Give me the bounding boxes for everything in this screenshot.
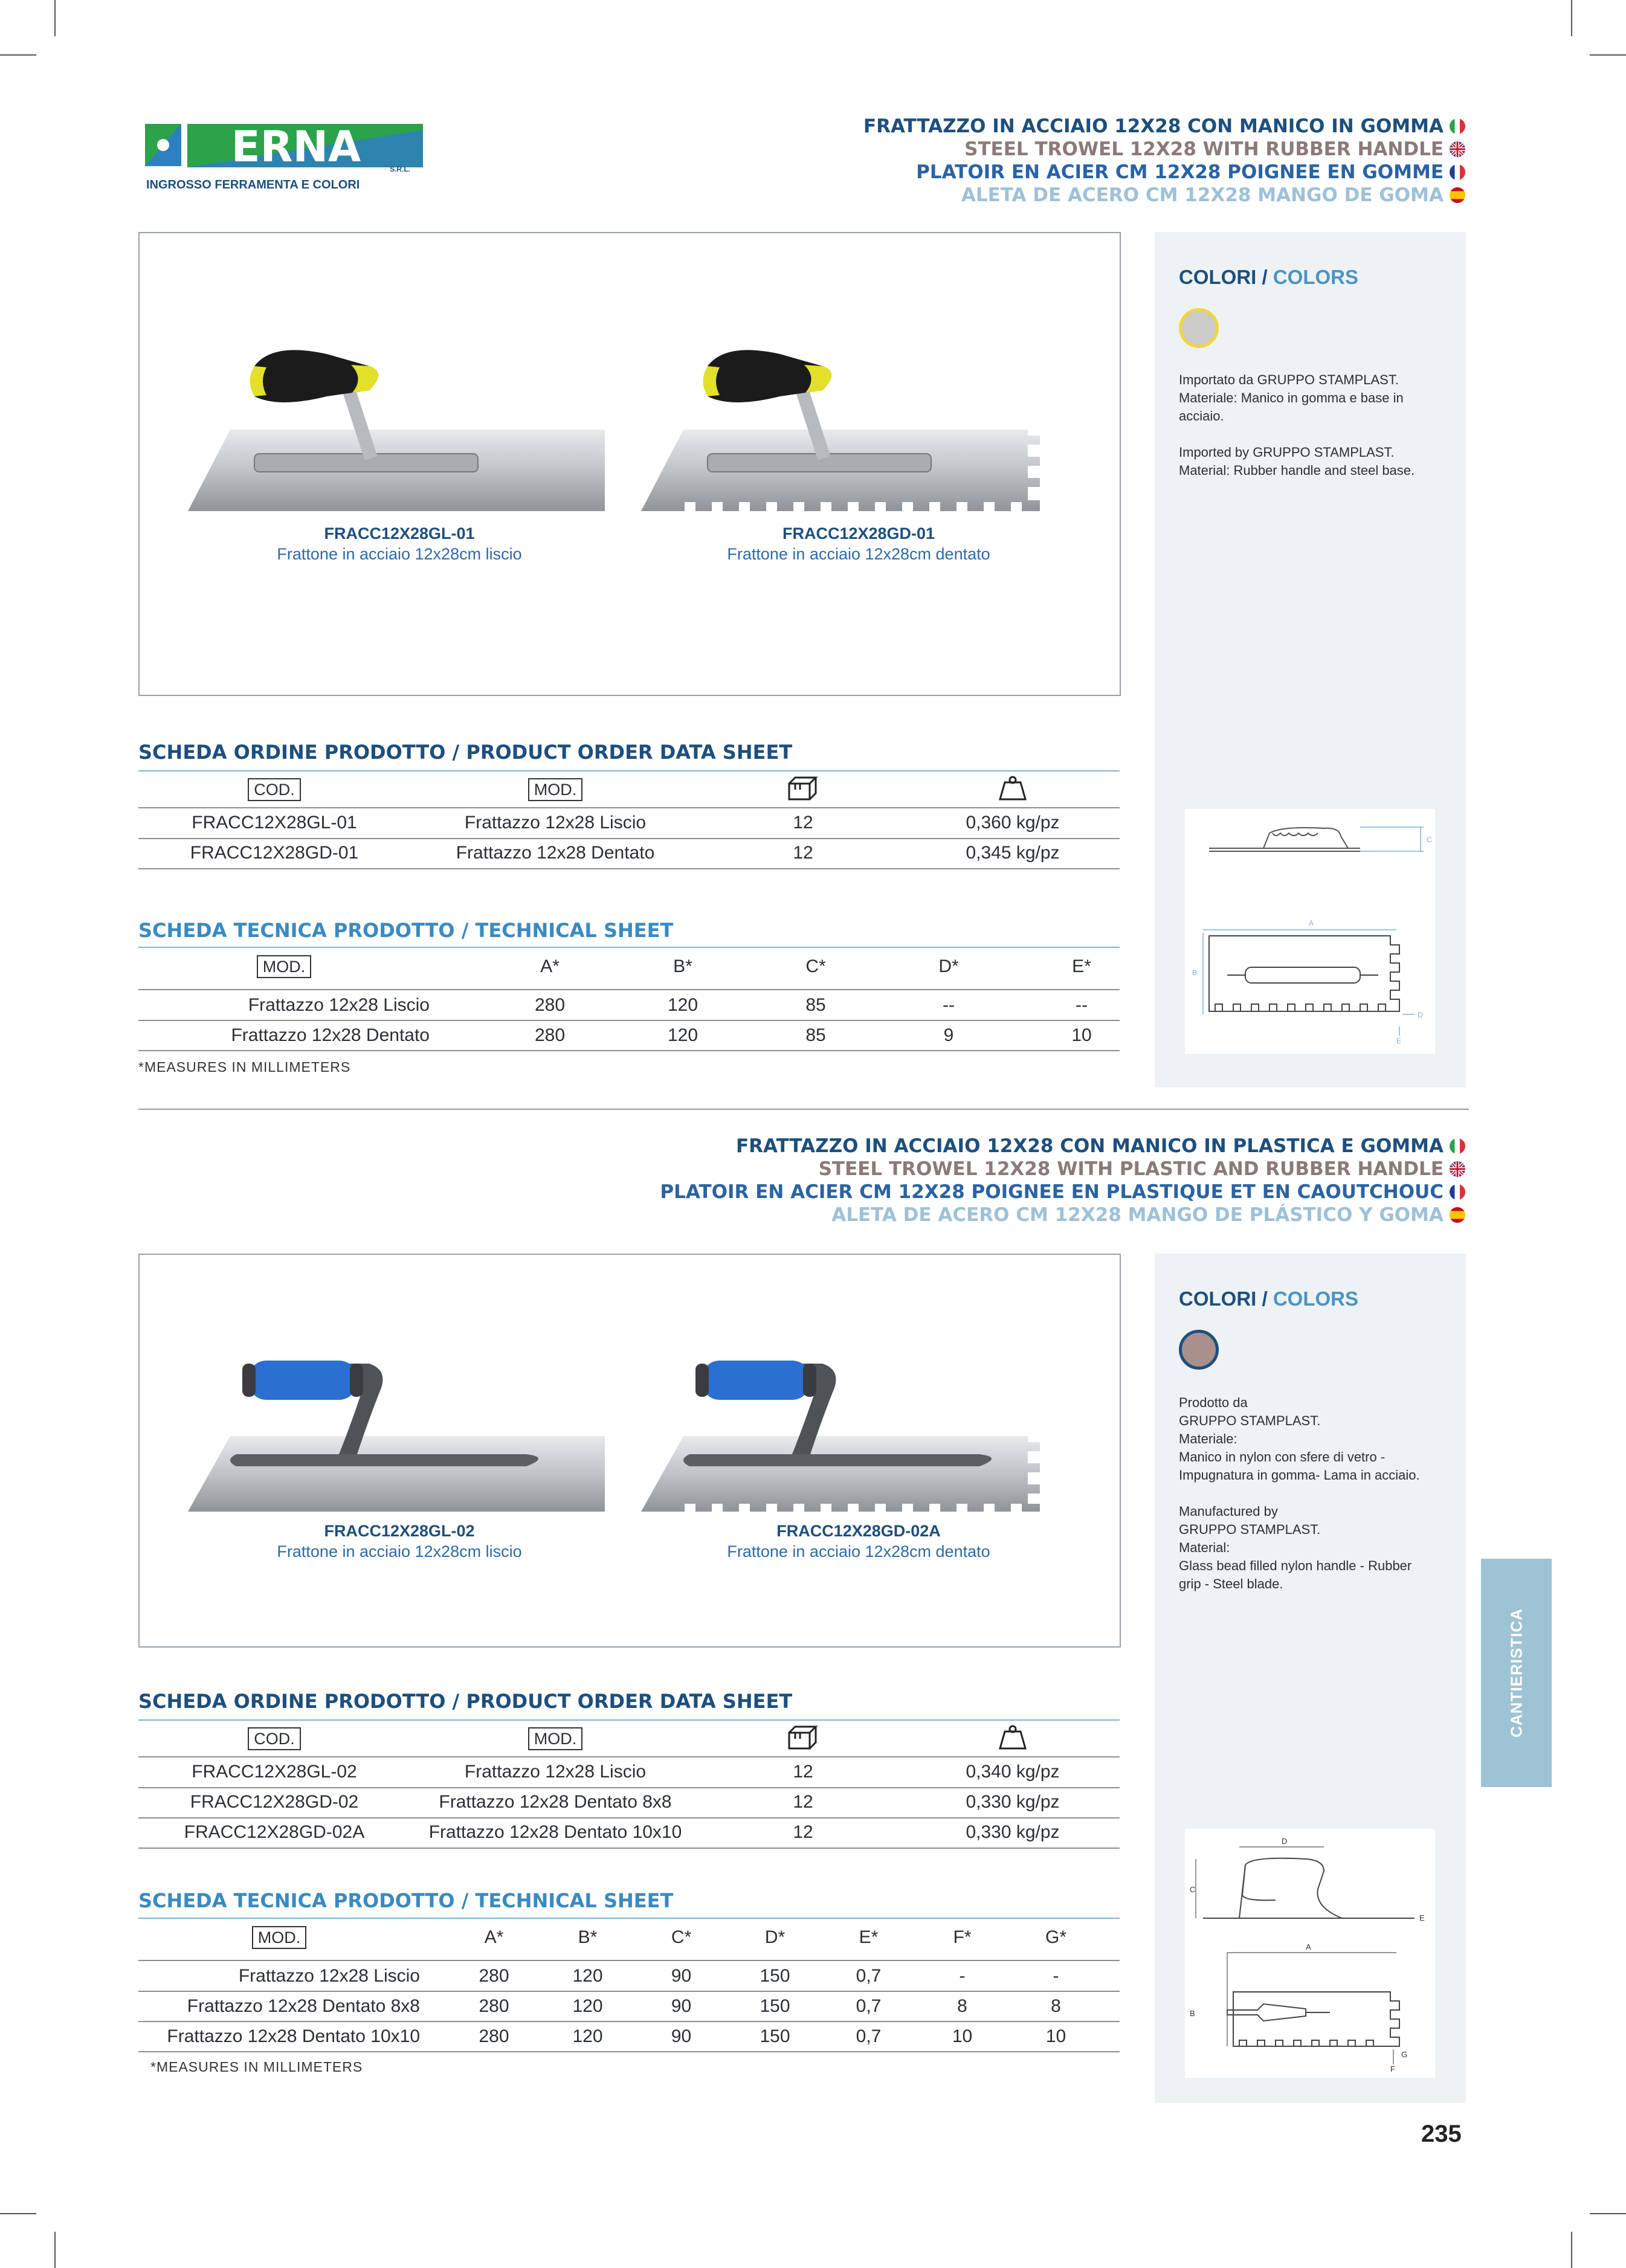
order-cell-qty: 12 <box>793 813 813 833</box>
order-cell-cod: FRACC12X28GD-02A <box>184 1822 365 1842</box>
title-fr: PLATOIR EN ACIER CM 12X28 POIGNEE EN PLASTIQUE ET EN CAOUTCHOUC <box>660 1181 1444 1203</box>
color-swatch <box>1179 308 1219 348</box>
tech-cell-value: - <box>1053 1966 1059 1986</box>
table-rule <box>138 1787 1120 1788</box>
table-rule <box>138 807 1120 808</box>
tech-cell-value: 0,7 <box>856 2026 882 2046</box>
table-rule <box>138 868 1120 869</box>
flag-france-icon <box>1450 1184 1465 1200</box>
tech-header-col: F* <box>953 1927 972 1947</box>
order-cell-mod: Frattazzo 12x28 Dentato 8x8 <box>439 1792 672 1812</box>
title-es: ALETA DE ACERO CM 12X28 MANGO DE GOMA <box>961 184 1444 206</box>
crop-mark <box>1590 2213 1626 2214</box>
product2-material-text: Prodotto da GRUPPO STAMPLAST. Materiale: Manico in nylon con sfere di vetro - Impugnatura in gomma- Lama in acciaio. Manufactured by GRUPPO STAMPLAST. Material: Glass bead filled nylon handle - Rubber grip - Steel blade. <box>1179 1395 1420 1591</box>
tech-cell-value: 280 <box>534 995 566 1015</box>
title-it: FRATTAZZO IN ACCIAIO 12X28 CON MANICO IN PLASTICA E GOMMA <box>735 1135 1444 1157</box>
dim-label-a: A <box>1309 919 1314 927</box>
product2-item2-desc: Frattone in acciaio 12x28cm dentato <box>727 1542 990 1561</box>
order-cell-cod: FRACC12X28GD-02 <box>190 1792 359 1812</box>
tech-header-col: B* <box>673 956 692 976</box>
tech-cell-mod: Frattazzo 12x28 Dentato 8x8 <box>187 1996 420 2016</box>
dim-label-f: F <box>1390 2064 1395 2073</box>
logo-suffix: S.R.L. <box>390 165 411 173</box>
flag-spain-icon <box>1450 187 1465 203</box>
tech-cell-value: 8 <box>1051 1996 1061 2016</box>
order-header-cod <box>138 778 410 802</box>
dim-label-d: D <box>1418 1011 1423 1019</box>
product2-item1-code: FRACC12X28GL-02 <box>324 1522 475 1540</box>
product1-item1-code: FRACC12X28GL-01 <box>324 524 475 543</box>
table-rule <box>138 1960 1120 1961</box>
tech-cell-value: 10 <box>952 2026 973 2046</box>
tech-header-col: C* <box>805 956 826 976</box>
weight-icon <box>906 775 1120 808</box>
tech-cell-value: 120 <box>667 1025 698 1045</box>
company-logo <box>145 118 423 196</box>
table-rule <box>138 989 1120 990</box>
order-cell-qty: 12 <box>793 843 813 863</box>
section-divider <box>138 1109 1469 1110</box>
color-swatch <box>1179 1330 1219 1370</box>
crop-mark <box>0 54 36 56</box>
tech-cell-value: - <box>959 1966 966 1986</box>
box-quantity-icon <box>700 775 906 808</box>
tech-cell-value: 90 <box>671 1996 692 2016</box>
order-cell-mod: Frattazzo 12x28 Dentato <box>456 843 655 863</box>
table-rule <box>138 2051 1120 2052</box>
col-cod-label: COD. <box>248 778 301 801</box>
crop-mark <box>0 2213 36 2214</box>
tech-header-col: B* <box>578 1927 598 1947</box>
col-mod-label: MOD. <box>528 1727 583 1750</box>
order-cell-cod: FRACC12X28GL-01 <box>192 813 357 833</box>
tech-header-col: E* <box>1072 956 1091 976</box>
tech-header-mod <box>138 955 430 979</box>
tech-cell-value: -- <box>1076 995 1088 1015</box>
logo-brand: ERNA <box>231 122 361 172</box>
table-rule <box>138 1020 1120 1021</box>
order-cell-qty: 12 <box>793 1822 813 1842</box>
tech-cell-value: 120 <box>572 1996 603 2016</box>
product1-item2-desc: Frattone in acciaio 12x28cm dentato <box>727 545 990 563</box>
weight-icon <box>906 1724 1120 1757</box>
tech-cell-mod: Frattazzo 12x28 Dentato <box>231 1025 430 1045</box>
product2-titles <box>660 1135 1465 1226</box>
title-es: ALETA DE ACERO CM 12X28 MANGO DE PLÁSTICO Y GOMA <box>831 1204 1444 1226</box>
flag-uk-icon <box>1450 141 1465 157</box>
tech-cell-mod: Frattazzo 12x28 Liscio <box>238 1966 420 1986</box>
tech-cell-value: 150 <box>760 1996 790 2016</box>
dim-label-a: A <box>1306 1942 1311 1951</box>
table-rule <box>138 1817 1120 1819</box>
product1-titles <box>863 115 1465 207</box>
table-rule <box>138 1719 1120 1721</box>
table-rule <box>138 1918 1120 1919</box>
dim-label-e: E <box>1396 1037 1402 1045</box>
order-header-mod <box>410 778 700 802</box>
flag-italy-icon <box>1450 1138 1465 1154</box>
col-cod-label: COD. <box>248 1727 301 1750</box>
tech-cell-value: -- <box>943 995 955 1015</box>
dim-label-g: G <box>1401 2050 1408 2059</box>
tech-cell-value: 10 <box>1071 1025 1092 1045</box>
tech-cell-value: 150 <box>760 1966 790 1986</box>
product2-colors-panel <box>1155 1254 1466 2103</box>
tech-cell-value: 9 <box>943 1025 954 1045</box>
dim-label-b: B <box>1192 968 1198 977</box>
order-cell-cod: FRACC12X28GD-01 <box>190 843 359 863</box>
product2-item2-code: FRACC12X28GD-02A <box>776 1522 941 1540</box>
tech-header-col: C* <box>671 1927 692 1947</box>
dim-label-e: E <box>1419 1913 1425 1922</box>
order-header-cod <box>138 1727 410 1751</box>
logo-tagline: INGROSSO FERRAMENTA E COLORI <box>146 178 360 192</box>
order-header-mod <box>410 1727 700 1751</box>
tech-cell-value: 280 <box>479 1996 509 2016</box>
tech-cell-value: 8 <box>957 1996 967 2016</box>
measures-note: *MEASURES IN MILLIMETERS <box>138 1059 351 1075</box>
product1-material-text: Importato da GRUPPO STAMPLAST. Materiale: Manico in gomma e base in acciaio. Imported by GRUPPO STAMPLAST. Material: Rubber handle and steel base. <box>1179 372 1415 478</box>
trowel-notched-rubber-image <box>641 342 1076 511</box>
flag-spain-icon <box>1450 1207 1465 1223</box>
table-rule <box>138 770 1120 772</box>
product1-colors-panel <box>1155 232 1466 1087</box>
table-rule <box>138 1050 1120 1051</box>
crop-mark <box>1571 2232 1572 2268</box>
col-mod-label: MOD. <box>528 778 583 801</box>
product1-tech-title: SCHEDA TECNICA PRODOTTO / TECHNICAL SHEET <box>138 919 674 942</box>
dim-label-c: C <box>1427 836 1432 844</box>
crop-mark <box>54 0 56 36</box>
box-quantity-icon <box>700 1724 906 1757</box>
crop-mark <box>1590 54 1626 56</box>
dim-label-c: C <box>1190 1885 1196 1894</box>
tech-cell-value: 90 <box>671 2026 692 2046</box>
tech-cell-value: 280 <box>534 1025 566 1045</box>
tech-cell-value: 0,7 <box>856 1996 882 2016</box>
product1-item2-code: FRACC12X28GD-01 <box>782 524 935 543</box>
trowel-notched-plastic-image <box>641 1345 1076 1515</box>
tech-cell-value: 85 <box>805 1025 826 1045</box>
tech-cell-mod: Frattazzo 12x28 Dentato 10x10 <box>167 2026 420 2046</box>
table-rule <box>138 1848 1120 1849</box>
product2-item1-desc: Frattone in acciaio 12x28cm liscio <box>277 1542 522 1561</box>
section-tab-label: CANTIERISTICA <box>1507 1608 1525 1738</box>
title-fr: PLATOIR EN ACIER CM 12X28 POIGNEE EN GOMME <box>916 161 1444 183</box>
product1-photo-box <box>138 232 1121 696</box>
tech-cell-value: 90 <box>671 1966 692 1986</box>
flag-uk-icon <box>1450 1161 1465 1177</box>
colors-heading <box>1179 266 1358 289</box>
order-cell-cod: FRACC12X28GL-02 <box>192 1762 357 1782</box>
product1-item1-desc: Frattone in acciaio 12x28cm liscio <box>277 545 522 563</box>
tech-header-col: G* <box>1045 1927 1066 1947</box>
tech-cell-value: 85 <box>805 995 826 1015</box>
tech-cell-value: 0,7 <box>856 1966 882 1986</box>
trowel-smooth-rubber-image <box>188 342 611 511</box>
title-en: STEEL TROWEL 12X28 WITH RUBBER HANDLE <box>964 138 1444 160</box>
tech-header-mod <box>138 1925 420 1950</box>
colors-heading-en: COLORS <box>1273 1287 1359 1310</box>
col-mod-label: MOD. <box>257 955 312 978</box>
tech-cell-value: 150 <box>760 2026 790 2046</box>
crop-mark <box>1571 0 1572 36</box>
table-rule <box>138 838 1120 839</box>
tech-cell-value: 280 <box>479 1966 509 1986</box>
tech-cell-value: 120 <box>667 995 698 1015</box>
tech-header-col: D* <box>938 956 959 976</box>
order-cell-qty: 12 <box>793 1762 813 1782</box>
order-cell-qty: 12 <box>793 1792 813 1812</box>
order-cell-mod: Frattazzo 12x28 Liscio <box>464 813 647 833</box>
colors-heading-en: COLORS <box>1273 266 1359 288</box>
order-cell-weight: 0,330 kg/pz <box>966 1822 1060 1842</box>
product2-tech-title: SCHEDA TECNICA PRODOTTO / TECHNICAL SHEET <box>138 1889 674 1912</box>
order-cell-weight: 0,360 kg/pz <box>966 813 1060 833</box>
order-cell-weight: 0,330 kg/pz <box>966 1792 1060 1812</box>
dim-label-d: D <box>1282 1837 1288 1846</box>
title-it: FRATTAZZO IN ACCIAIO 12X28 CON MANICO IN GOMMA <box>863 115 1444 137</box>
title-en: STEEL TROWEL 12X28 WITH PLASTIC AND RUBBER HANDLE <box>818 1158 1444 1180</box>
tech-header-col: A* <box>540 956 560 976</box>
order-cell-weight: 0,340 kg/pz <box>966 1762 1060 1782</box>
table-rule <box>138 947 1120 948</box>
order-cell-weight: 0,345 kg/pz <box>966 843 1060 863</box>
col-mod-label: MOD. <box>252 1926 307 1949</box>
order-cell-mod: Frattazzo 12x28 Dentato 10x10 <box>428 1822 682 1842</box>
tech-cell-value: 280 <box>479 2026 509 2046</box>
table-rule <box>138 1756 1120 1757</box>
table-rule <box>138 2021 1120 2022</box>
product2-photo-box <box>138 1254 1121 1648</box>
colors-heading <box>1179 1287 1358 1310</box>
product2-technical-drawing <box>1185 1829 1435 2078</box>
tech-header-col: E* <box>859 1927 879 1947</box>
page-number: 235 <box>1421 2121 1462 2147</box>
tech-cell-value: 10 <box>1045 2026 1066 2046</box>
tech-cell-mod: Frattazzo 12x28 Liscio <box>248 995 430 1015</box>
product1-order-title: SCHEDA ORDINE PRODOTTO / PRODUCT ORDER DATA SHEET <box>138 741 793 764</box>
tech-header-col: A* <box>484 1927 504 1947</box>
product1-technical-drawing <box>1185 809 1435 1054</box>
table-rule <box>138 1991 1120 1992</box>
colors-heading-it: COLORI / <box>1179 266 1268 288</box>
dim-label-b: B <box>1190 2009 1195 2018</box>
trowel-smooth-plastic-image <box>188 1345 611 1515</box>
tech-header-col: D* <box>764 1927 786 1947</box>
tech-cell-value: 120 <box>572 2026 603 2046</box>
flag-france-icon <box>1450 164 1465 180</box>
colors-heading-it: COLORI / <box>1179 1287 1268 1310</box>
flag-italy-icon <box>1450 118 1465 134</box>
order-cell-mod: Frattazzo 12x28 Liscio <box>464 1762 647 1782</box>
measures-note: *MEASURES IN MILLIMETERS <box>150 2059 363 2075</box>
section-tab-cantieristica[interactable] <box>1481 1559 1552 1787</box>
crop-mark <box>54 2232 56 2268</box>
tech-cell-value: 120 <box>572 1966 603 1986</box>
product2-order-title: SCHEDA ORDINE PRODOTTO / PRODUCT ORDER DATA SHEET <box>138 1690 793 1713</box>
